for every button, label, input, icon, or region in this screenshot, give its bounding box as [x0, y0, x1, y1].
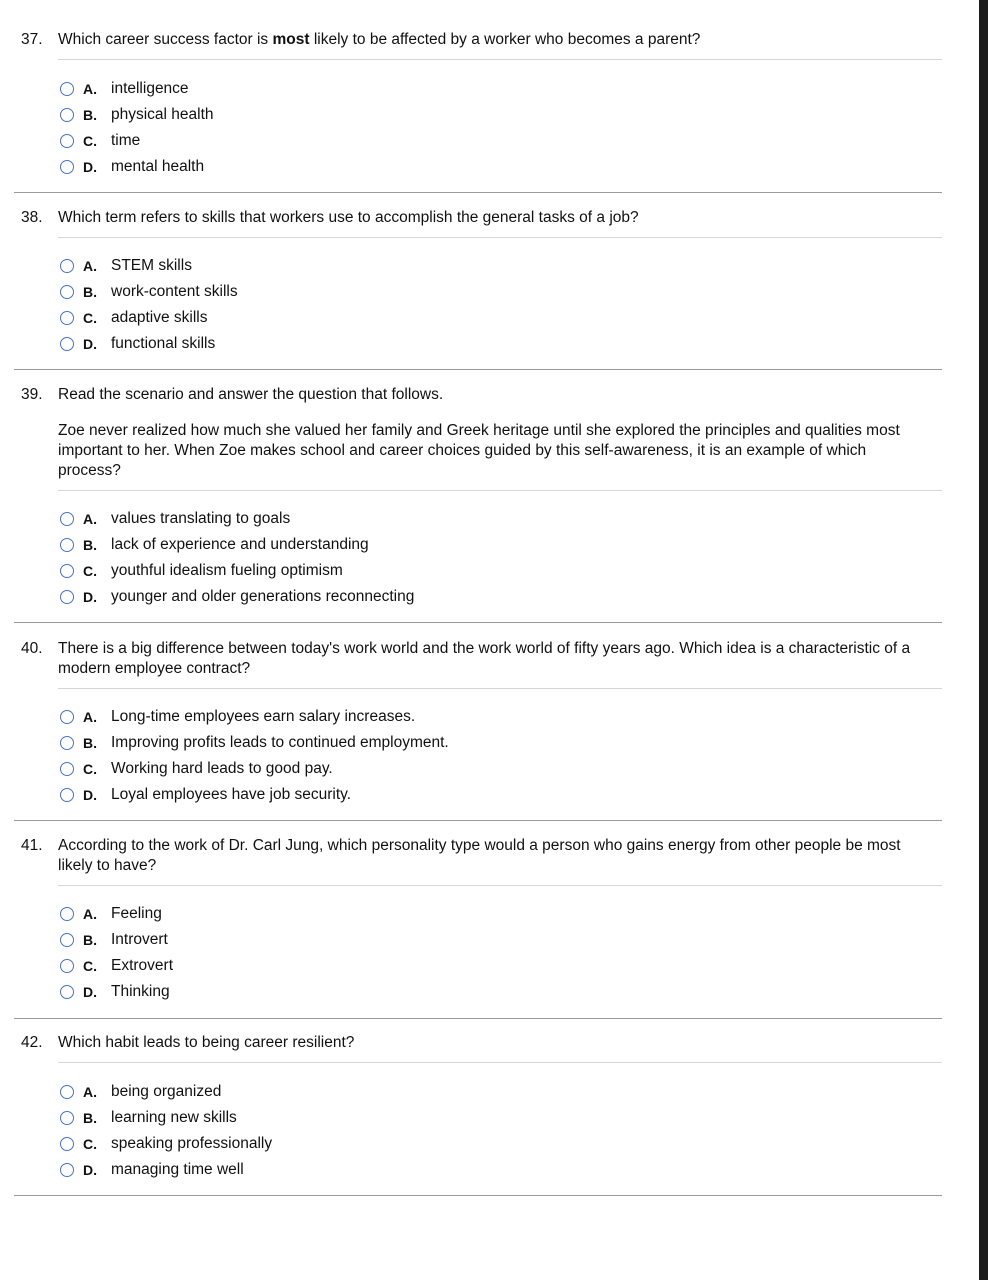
option-a[interactable]: A. Long-time employees earn salary increases.	[60, 704, 942, 730]
option-a[interactable]: A. values translating to goals	[60, 506, 942, 532]
radio-button-icon[interactable]	[60, 736, 74, 750]
option-b[interactable]: B. learning new skills	[60, 1105, 942, 1131]
question-text: There is a big difference between today's work world and the work world of fifty years ago. Which idea is a characteristic of a modern employee contract?	[58, 640, 911, 677]
question-header	[14, 639, 942, 679]
answer-options	[14, 506, 942, 610]
question-header	[14, 385, 942, 481]
answer-options	[14, 253, 942, 357]
divider	[58, 1062, 942, 1063]
option-b[interactable]: B. Improving profits leads to continued employment.	[60, 730, 942, 756]
option-c[interactable]: C. adaptive skills	[60, 305, 942, 331]
answer-options	[14, 1079, 942, 1183]
divider	[58, 688, 942, 689]
question-text: According to the work of Dr. Carl Jung, which personality type would a person who gains energy from other people be most likely to have?	[58, 837, 901, 874]
option-c[interactable]: C. speaking professionally	[60, 1131, 942, 1157]
option-d[interactable]: D. Thinking	[60, 979, 942, 1005]
option-b[interactable]: B. Introvert	[60, 927, 942, 953]
radio-button-icon[interactable]	[60, 959, 74, 973]
question-41	[14, 836, 942, 1019]
answer-options	[14, 901, 942, 1005]
question-number: 39.	[21, 386, 43, 403]
radio-button-icon[interactable]	[60, 160, 74, 174]
radio-button-icon[interactable]	[60, 311, 74, 325]
radio-button-icon[interactable]	[60, 134, 74, 148]
question-header	[14, 1033, 942, 1053]
question-header	[14, 208, 942, 228]
radio-button-icon[interactable]	[60, 285, 74, 299]
radio-button-icon[interactable]	[60, 538, 74, 552]
radio-button-icon[interactable]	[60, 933, 74, 947]
option-d[interactable]: D. Loyal employees have job security.	[60, 782, 942, 808]
question-text: Which term refers to skills that workers use to accomplish the general tasks of a job?	[58, 209, 639, 226]
divider	[58, 237, 942, 238]
question-number: 42.	[21, 1034, 43, 1051]
question-number: 38.	[21, 209, 43, 226]
option-a[interactable]: A. intelligence	[60, 76, 942, 102]
radio-button-icon[interactable]	[60, 710, 74, 724]
option-d[interactable]: D. functional skills	[60, 331, 942, 357]
radio-button-icon[interactable]	[60, 337, 74, 351]
question-38	[14, 208, 942, 370]
radio-button-icon[interactable]	[60, 985, 74, 999]
answer-options	[14, 704, 942, 808]
question-number: 37.	[21, 31, 43, 48]
emphasis-text: most	[272, 31, 310, 48]
radio-button-icon[interactable]	[60, 82, 74, 96]
radio-button-icon[interactable]	[60, 1111, 74, 1125]
question-header	[14, 30, 942, 50]
question-text: Which career success factor is most likely to be affected by a worker who becomes a parent?	[58, 31, 701, 48]
radio-button-icon[interactable]	[60, 788, 74, 802]
question-40	[14, 639, 942, 821]
option-b[interactable]: B. lack of experience and understanding	[60, 532, 942, 558]
radio-button-icon[interactable]	[60, 108, 74, 122]
scenario-text: Zoe never realized how much she valued her family and Greek heritage until she explored the principles and qualities most important to her. When Zoe makes school and career choices guided by this self-awareness, it is an example of which process?	[58, 422, 900, 479]
question-37	[14, 30, 942, 193]
question-42	[14, 1033, 942, 1196]
answer-options	[14, 76, 942, 180]
window-edge	[979, 0, 988, 1280]
radio-button-icon[interactable]	[60, 1085, 74, 1099]
radio-button-icon[interactable]	[60, 907, 74, 921]
divider	[58, 59, 942, 60]
option-b[interactable]: B. physical health	[60, 102, 942, 128]
option-c[interactable]: C. Extrovert	[60, 953, 942, 979]
option-c[interactable]: C. Working hard leads to good pay.	[60, 756, 942, 782]
radio-button-icon[interactable]	[60, 762, 74, 776]
divider	[58, 885, 942, 886]
question-number: 40.	[21, 640, 43, 657]
option-b[interactable]: B. work-content skills	[60, 279, 942, 305]
option-a[interactable]: A. Feeling	[60, 901, 942, 927]
question-text: Read the scenario and answer the question that follows.	[58, 386, 444, 403]
question-text: Which habit leads to being career resilient?	[58, 1034, 355, 1051]
question-number: 41.	[21, 837, 43, 854]
radio-button-icon[interactable]	[60, 512, 74, 526]
radio-button-icon[interactable]	[60, 590, 74, 604]
radio-button-icon[interactable]	[60, 564, 74, 578]
option-a[interactable]: A. STEM skills	[60, 253, 942, 279]
option-d[interactable]: D. younger and older generations reconnecting	[60, 584, 942, 610]
option-c[interactable]: C. time	[60, 128, 942, 154]
radio-button-icon[interactable]	[60, 1137, 74, 1151]
option-a[interactable]: A. being organized	[60, 1079, 942, 1105]
option-d[interactable]: D. managing time well	[60, 1157, 942, 1183]
question-39	[14, 385, 942, 623]
question-header	[14, 836, 942, 876]
radio-button-icon[interactable]	[60, 259, 74, 273]
option-c[interactable]: C. youthful idealism fueling optimism	[60, 558, 942, 584]
radio-button-icon[interactable]	[60, 1163, 74, 1177]
option-d[interactable]: D. mental health	[60, 154, 942, 180]
divider	[58, 490, 942, 491]
